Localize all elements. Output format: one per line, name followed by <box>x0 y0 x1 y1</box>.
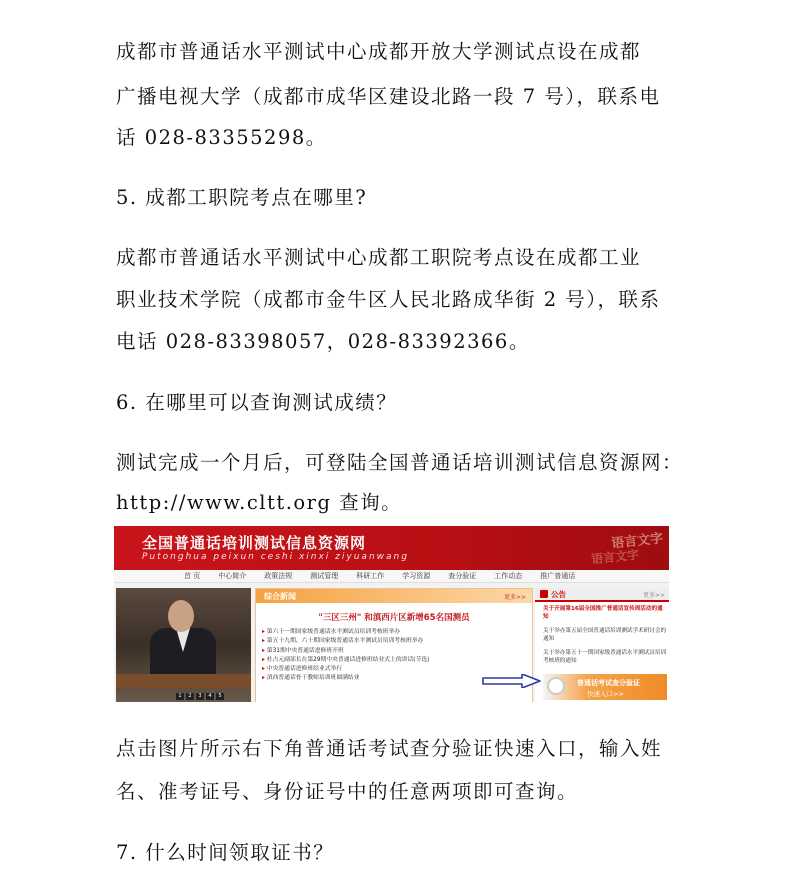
paragraph-1-line-1: 成都市普通话水平测试中心成都开放大学测试点设在成都 <box>116 40 642 63</box>
paragraph-2-line-3: 电话 028-83398057，028-83392366。 <box>116 330 530 353</box>
nav-item: 首 页 <box>184 572 201 580</box>
nav-item: 政策法规 <box>264 572 293 580</box>
paragraph-4-line-2: 名、准考证号、身份证号中的任意两项即可查询。 <box>116 780 579 803</box>
photo-pager <box>176 693 224 700</box>
banner-decor-text-2: 语言文字 <box>590 547 640 567</box>
notice-more-link: 更多>> <box>642 592 665 599</box>
news-item: ▸ 第五十九期、六十期国家级普通话水平测试员培训考核班举办 <box>262 637 429 646</box>
paragraph-3-line-2: http://www.cltt.org 查询。 <box>116 491 403 514</box>
news-item: ▸ 第六十一期国家级普通话水平测试员培训考核班举办 <box>262 628 429 637</box>
site-subtitle: Putonghua peixun ceshi xinxi ziyuanwang <box>142 552 409 562</box>
news-more-link: 更多>> <box>503 594 526 601</box>
nav-item: 学习资源 <box>402 572 431 580</box>
site-nav <box>114 570 669 583</box>
quick-entry-title: 普通话考试查分验证 <box>577 679 640 687</box>
paragraph-1-line-3: 话 028-83355298。 <box>116 126 327 149</box>
news-item: ▸ 第31期中央普通话进修班开班 <box>262 647 429 656</box>
blue-arrow-icon <box>482 674 542 688</box>
site-title: 全国普通话培训测试信息资源网 <box>142 534 367 552</box>
notice-panel <box>535 588 669 702</box>
nav-item: 测试管理 <box>310 572 339 580</box>
news-headline: "三区三州" 和滇西片区新增65名国测员 <box>318 613 470 623</box>
pager-dot: 4 <box>206 693 214 700</box>
score-query-quick-entry <box>543 674 667 700</box>
question-5-heading: 5. 成都工职院考点在哪里? <box>116 186 368 209</box>
pager-dot: 3 <box>196 693 204 700</box>
news-item: ▸ 中央普通话进修班结业式举行 <box>262 665 429 674</box>
paragraph-4-line-1: 点击图片所示右下角普通话考试查分验证快速入口，输入姓 <box>116 737 663 760</box>
nav-item: 推广普通话 <box>540 572 576 580</box>
news-item: ▸ 滇西普通话骨干教师培训班圆满结业 <box>262 674 429 683</box>
nav-item: 查分验证 <box>448 572 477 580</box>
news-header <box>256 589 532 603</box>
notice-item: 关于开展第16届全国推广普通话宣传周活动的通知 <box>543 606 663 620</box>
banner-decor-text: 语言文字 <box>610 531 664 552</box>
news-photo <box>116 588 251 702</box>
nav-item: 中心简介 <box>218 572 247 580</box>
notice-header-title: 公告 <box>551 590 566 599</box>
news-item: ▸ 杜占元副部长在第29期中央普通话进修班结业式上的讲话(节选) <box>262 656 429 665</box>
news-list <box>262 628 429 684</box>
quick-entry-link: 快速入口>> <box>587 690 624 698</box>
website-screenshot <box>114 526 669 702</box>
nav-item: 科研工作 <box>356 572 385 580</box>
notice-icon <box>540 590 548 598</box>
paragraph-2-line-1: 成都市普通话水平测试中心成都工职院考点设在成都工业 <box>116 246 642 269</box>
site-banner <box>114 526 669 570</box>
nav-item: 工作动态 <box>494 572 523 580</box>
question-6-heading: 6. 在哪里可以查询测试成绩？ <box>116 391 398 414</box>
notice-header <box>535 588 669 602</box>
question-7-heading: 7. 什么时间领取证书？ <box>116 841 335 864</box>
pager-dot: 1 <box>176 693 184 700</box>
news-header-title: 综合新闻 <box>264 592 296 601</box>
notice-item: 关于举办第五届全国普通话培训测试学术研讨会的通知 <box>543 628 667 642</box>
pager-dot: 2 <box>186 693 194 700</box>
paragraph-2-line-2: 职业技术学院（成都市金牛区人民北路成华街 2 号），联系 <box>116 288 661 311</box>
magnifier-icon <box>547 677 565 695</box>
paragraph-1-line-2: 广播电视大学（成都市成华区建设北路一段 7 号），联系电 <box>116 85 661 108</box>
paragraph-3-line-1: 测试完成一个月后，可登陆全国普通话培训测试信息资源网： <box>116 451 684 474</box>
notice-item: 关于举办第五十一期国家级普通话水平测试员培训考核班的通知 <box>543 650 667 664</box>
pager-dot: 5 <box>216 693 224 700</box>
